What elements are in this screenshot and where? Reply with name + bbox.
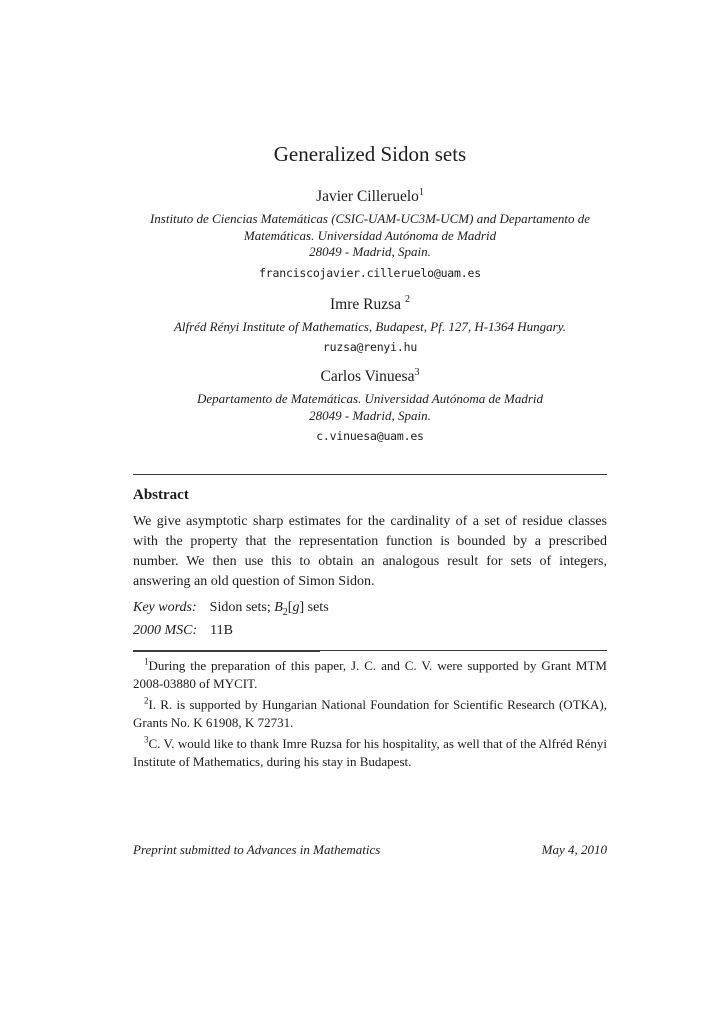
affiliation-line: Departamento de Matemáticas. Universidad Autónoma de Madrid	[196, 391, 544, 406]
math-B: B	[274, 600, 283, 615]
footnote-3	[133, 735, 607, 770]
author-email-ruzsa: ruzsa@renyi.hu	[322, 340, 418, 354]
affiliation-line: Matemáticas. Universidad Autónoma de Madrid	[243, 227, 497, 243]
msc-line	[133, 622, 607, 641]
footnote-marker: 3	[144, 734, 149, 745]
footnotes-section	[133, 651, 607, 770]
author-name-cilleruelo	[133, 187, 607, 206]
author-affiliation-ruzsa	[133, 319, 607, 336]
footnote-2	[133, 696, 607, 731]
math-subscript: 2	[282, 606, 288, 618]
msc-label: 2000 MSC:	[133, 623, 198, 639]
math-g: g	[292, 600, 300, 615]
footer-journal-note: Preprint submitted to Advances in Mathematics	[133, 842, 381, 857]
footnote-text: I. R. is supported by Hungarian National Foundation for Scientific Research (OTKA), Grants No. K 61908, K 72731.	[133, 697, 607, 730]
author-email-vinuesa: c.vinuesa@uam.es	[316, 429, 424, 443]
footnote-divider	[133, 651, 320, 652]
affiliation-line: Instituto de Ciencias Matemáticas (CSIC-UAM-UC3M-UCM) and Departamento de	[149, 211, 591, 226]
author-footnote-marker: 2	[405, 294, 410, 306]
abstract-body: We give asymptotic sharp estimates for the cardinality of a set of residue classes with the property that the representation function is bounded by a prescribed number. We then use this to obtain an analogous result for sets of integers, answering an old question of Simon Sidon.	[133, 514, 607, 589]
keywords-line	[133, 599, 607, 622]
author-name-text: Javier Cilleruelo	[316, 188, 419, 205]
abstract-section	[133, 474, 607, 651]
keywords-label: Key words:	[133, 600, 197, 615]
author-footnote-marker: 3	[414, 366, 420, 378]
affiliation-line: 28049 - Madrid, Spain.	[309, 244, 431, 259]
msc-value: 11B	[210, 623, 233, 639]
affiliation-line: 28049 - Madrid, Spain.	[309, 407, 431, 423]
paper-title: Generalized Sidon sets	[273, 142, 467, 166]
footnote-marker: 2	[144, 695, 149, 706]
author-name-vinuesa	[133, 367, 607, 386]
keywords-value: Sidon sets; $B_2[g]$ sets	[209, 600, 329, 618]
author-affiliation-vinuesa	[133, 391, 607, 424]
footnote-1	[133, 657, 607, 692]
author-name-text: Imre Ruzsa	[329, 295, 401, 313]
author-footnote-marker: 1	[418, 186, 424, 198]
header-block	[133, 0, 607, 443]
footnote-text: During the preparation of this paper, J. C. and C. V. were supported by Grant MTM 2008-03880 of MYCIT.	[133, 658, 607, 691]
footnote-text: C. V. would like to thank Imre Ruzsa for his hospitality, as well that of the Alfréd Rényi Institute of Mathematics, during his stay in Budapest.	[133, 736, 607, 769]
author-email-cilleruelo: franciscojavier.cilleruelo@uam.es	[259, 265, 481, 280]
footer-date: May 4, 2010	[541, 842, 607, 857]
affiliation-line: Alfréd Rényi Institute of Mathematics, Budapest, Pf. 127, H-1364 Hungary.	[173, 318, 567, 334]
footnote-marker: 1	[144, 656, 149, 667]
divider-top	[133, 474, 607, 475]
author-name-text: Carlos Vinuesa	[320, 368, 415, 385]
author-name-ruzsa	[133, 295, 607, 314]
footer	[133, 841, 607, 858]
abstract-heading: Abstract	[133, 487, 189, 503]
author-affiliation-cilleruelo	[133, 211, 607, 261]
